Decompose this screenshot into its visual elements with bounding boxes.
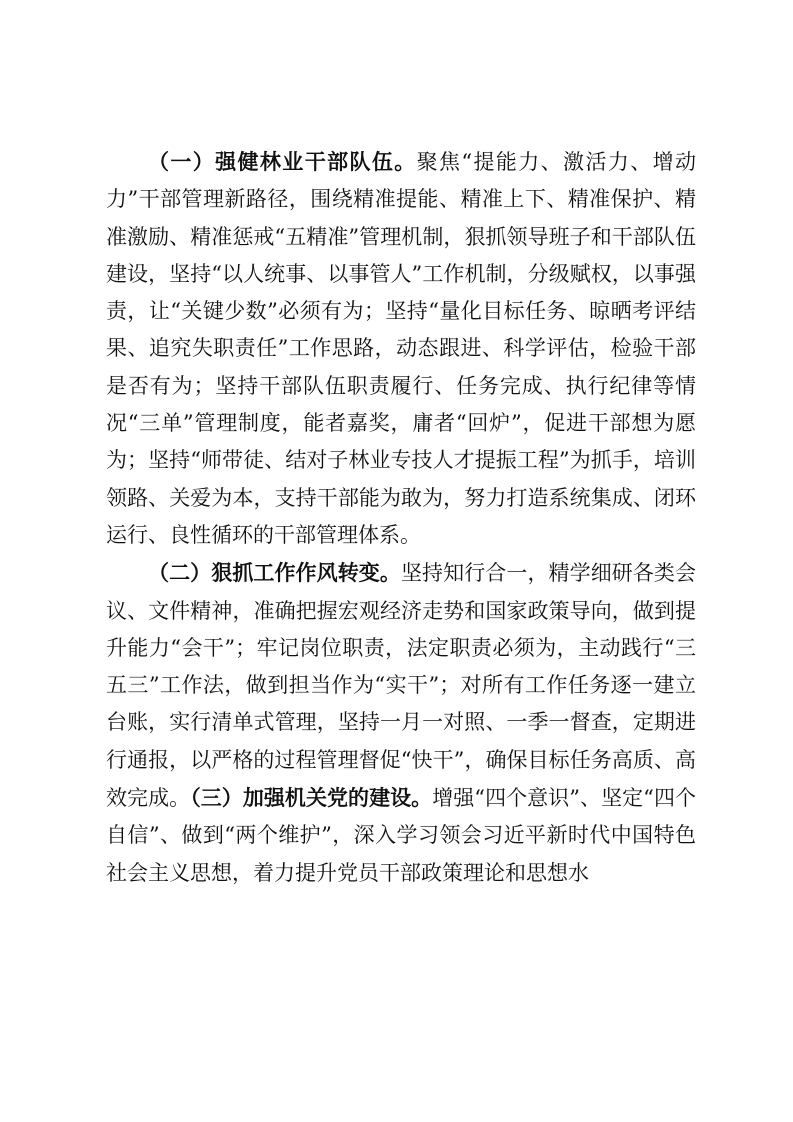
document-body [106, 143, 696, 892]
section-text-1: 聚焦“提能力、激活力、增动力”干部管理新路径，围绕精准提能、精准上下、精准保护、精准激励、精准惩戒“五精准”管理机制，狠抓领导班子和干部队伍建设，坚持“以人统事、以事管人”工作机制，分级赋权，以事强责，让“关键少数”必须有为；坚持“量化目标任务、晾晒考评结果、追究失职责任”工作思路，动态跟进、科学评估，检验干部是否有为；坚持干部队伍职责履行、任务完成、执行纪律等情况“三单”管理制度，能者嘉奖，庸者“回炉”，促进干部想为愿为；坚持“师带徒、结对子林业专技人才提振工程”为抓手，培训领路、关爱为本，支持干部能为敢为，努力打造系统集成、闭环运行、良性循环的干部管理体系。 [106, 150, 696, 547]
section-heading-1: （一）强健林业干部队伍。 [148, 149, 417, 174]
section-text-3: 增强“四个意识”、坚定“四个自信”、做到“两个维护”，深入学习领会习近平新时代中国特色社会主义思想，着力提升党员干部政策理论和思想水 [106, 786, 696, 885]
paragraph-work-style [106, 554, 696, 892]
section-heading-2: （二）狠抓工作作风转变。 [148, 560, 401, 586]
paragraph-cadre-team [106, 143, 696, 554]
section-heading-3: （三）加强机关党的建设。 [190, 785, 433, 811]
section-text-2: 坚持知行合一，精学细研各类会议、文件精神，准确把握宏观经济走势和国家政策导向，做到提升能力“会干”；牢记岗位职责，法定职责必须为，主动践行“三五三”工作法，做到担当作为“实干”；对所有工作任务逐一建立台账，实行清单式管理，坚持一月一对照、一季一督查，定期进行通报，以严格的过程管理督促“快干”，确保目标任务高质、高效完成。 [106, 561, 697, 811]
